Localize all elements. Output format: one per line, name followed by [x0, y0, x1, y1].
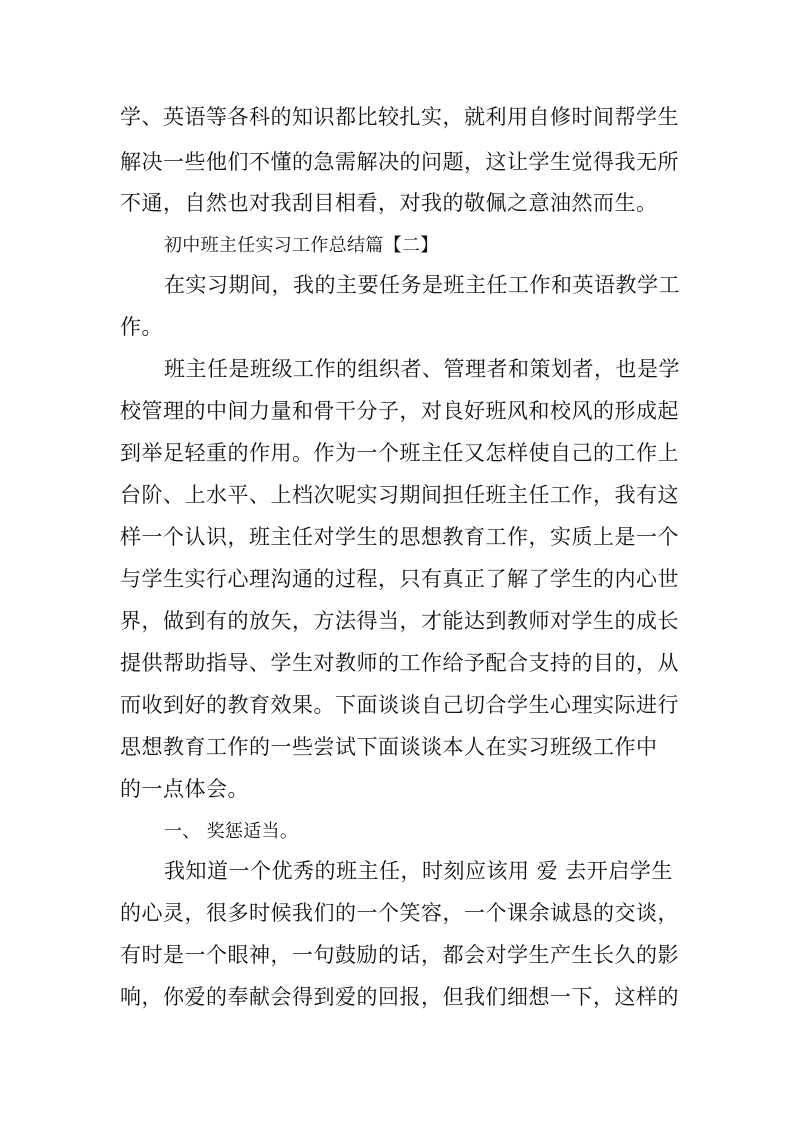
text-line: 我知道一个优秀的班主任，时刻应该用 爱 去开启学生 — [164, 859, 673, 883]
text-line: 的心灵，很多时候我们的一个笑容，一个课余诚恳的交谈， — [120, 901, 679, 925]
text-line: 响，你爱的奉献会得到爱的回报，但我们细想一下，这样的 — [120, 985, 679, 1009]
text-line: 有时是一个眼神，一句鼓励的话，都会对学生产生长久的影 — [120, 943, 679, 967]
text-line: 校管理的中间力量和骨干分子，对良好班风和校风的形成起 — [120, 399, 679, 423]
text-line: 而收到好的教育效果。下面谈谈自己切合学生心理实际进行 — [120, 693, 679, 717]
text-line: 的一点体会。 — [120, 777, 249, 801]
section-heading: 初中班主任实习工作总结篇【二】 — [164, 235, 439, 256]
text-line: 与学生实行心理沟通的过程，只有真正了解了学生的内心世 — [120, 567, 679, 591]
text-line: 台阶、上水平、上档次呢实习期间担任班主任工作，我有这 — [120, 483, 679, 507]
text-line: 到举足轻重的作用。作为一个班主任又怎样使自己的工作上 — [120, 441, 679, 465]
text-line: 界，做到有的放矢，方法得当，才能达到教师对学生的成长 — [120, 609, 679, 633]
text-line: 班主任是班级工作的组织者、管理者和策划者，也是学 — [164, 357, 680, 381]
subsection-heading: 一、 奖惩适当。 — [164, 821, 299, 842]
text-line: 提供帮助指导、学生对教师的工作给予配合支持的目的，从 — [120, 651, 679, 675]
text-line: 学、英语等各科的知识都比较扎实，就利用自修时间帮学生 — [120, 105, 679, 129]
text-line: 样一个认识，班主任对学生的思想教育工作，实质上是一个 — [120, 525, 679, 549]
text-line: 作。 — [120, 315, 163, 339]
text-line: 不通，自然也对我刮目相看，对我的敬佩之意油然而生。 — [120, 191, 658, 215]
text-line: 解决一些他们不懂的急需解决的问题，这让学生觉得我无所 — [120, 150, 679, 174]
text-line: 在实习期间，我的主要任务是班主任工作和英语教学工 — [164, 273, 680, 297]
text-line: 思想教育工作的一些尝试下面谈谈本人在实习班级工作中 — [120, 735, 658, 759]
